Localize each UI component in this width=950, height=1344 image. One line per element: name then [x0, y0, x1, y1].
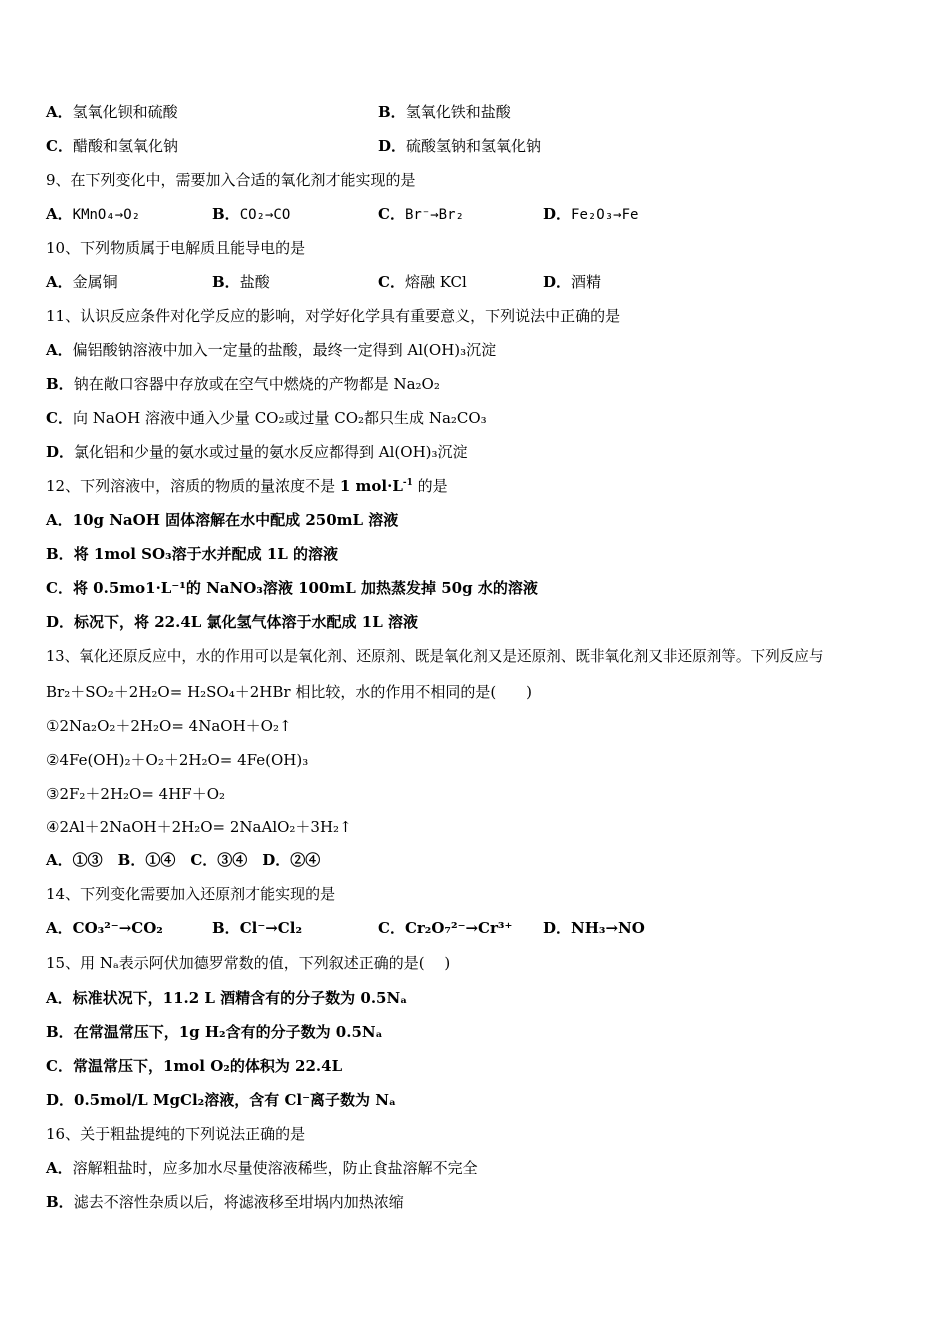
q15-stem: 15、用 Nₐ表示阿伏加德罗常数的值，下列叙述正确的是( ) — [46, 954, 451, 972]
q11-option-a: A．偏铝酸钠溶液中加入一定量的盐酸，最终一定得到 Al(OH)₃沉淀 — [46, 341, 497, 359]
q14-stem: 14、下列变化需要加入还原剂才能实现的是 — [46, 885, 336, 903]
q15-option-c: C．常温常压下，1mol O₂的体积为 22.4L — [46, 1057, 343, 1075]
q10-option-d: D．酒精 — [543, 273, 602, 291]
q15-option-b: B．在常温常压下，1g H₂含有的分子数为 0.5Nₐ — [46, 1023, 383, 1041]
q10-stem: 10、下列物质属于电解质且能导电的是 — [46, 239, 306, 257]
q11-option-d: D．氯化铝和少量的氨水或过量的氨水反应都得到 Al(OH)₃沉淀 — [46, 443, 468, 461]
q11-option-c: C．向 NaOH 溶液中通入少量 CO₂或过量 CO₂都只生成 Na₂CO₃ — [46, 409, 487, 427]
q9-option-b: B．CO₂→CO — [212, 205, 291, 223]
q16-option-a: A．溶解粗盐时，应多加水尽量使溶液稀些，防止食盐溶解不完全 — [46, 1159, 478, 1177]
q16-stem: 16、关于粗盐提纯的下列说法正确的是 — [46, 1125, 306, 1143]
q15-option-a: A．标准状况下，11.2 L 酒精含有的分子数为 0.5Nₐ — [46, 989, 408, 1007]
q10-option-c: C．熔融 KCl — [378, 273, 467, 291]
q14-option-a: A．CO₃²⁻→CO₂ — [46, 919, 163, 937]
q9-option-a: A．KMnO₄→O₂ — [46, 205, 141, 223]
q16-option-b: B．滤去不溶性杂质以后，将滤液移至坩埚内加热浓缩 — [46, 1193, 404, 1211]
q14-option-d: D．NH₃→NO — [543, 919, 645, 937]
q14-option-c: C．Cr₂O₇²⁻→Cr³⁺ — [378, 919, 513, 937]
q13-options: A．①③ B．①④ C．③④ D．②④ — [46, 851, 321, 869]
q10-option-a: A．金属铜 — [46, 273, 118, 291]
q10-option-b: B．盐酸 — [212, 273, 270, 291]
q11-option-b: B．钠在敞口容器中存放或在空气中燃烧的产物都是 Na₂O₂ — [46, 375, 440, 393]
q13-reaction-4: ④2Al＋2NaOH＋2H₂O= 2NaAlO₂＋3H₂↑ — [46, 818, 352, 836]
q14-option-b: B．Cl⁻→Cl₂ — [212, 919, 303, 937]
q8-option-b: B．氢氧化铁和盐酸 — [378, 103, 511, 121]
q13-reaction-2: ②4Fe(OH)₂＋O₂＋2H₂O= 4Fe(OH)₃ — [46, 751, 309, 769]
q13-stem-line1: 13、氧化还原反应中，水的作用可以是氧化剂、还原剂、既是氧化剂又是还原剂、既非氧化剂又非还原剂等。下列反应与 — [46, 648, 824, 665]
q13-reaction-3: ③2F₂＋2H₂O= 4HF＋O₂ — [46, 785, 226, 803]
q13-reaction-1: ①2Na₂O₂＋2H₂O= 4NaOH＋O₂↑ — [46, 717, 292, 735]
q9-option-c: C．Br⁻→Br₂ — [378, 205, 464, 223]
q15-option-d: D．0.5mol/L MgCl₂溶液，含有 Cl⁻离子数为 Nₐ — [46, 1091, 396, 1109]
q12-option-b: B．将 1mol SO₃溶于水并配成 1L 的溶液 — [46, 545, 339, 563]
q8-option-c: C．醋酸和氢氧化钠 — [46, 137, 178, 155]
q13-stem-line2: Br₂＋SO₂＋2H₂O= H₂SO₄＋2HBr 相比较，水的作用不相同的是( ) — [46, 683, 533, 701]
q12-option-d: D．标况下，将 22.4L 氯化氢气体溶于水配成 1L 溶液 — [46, 613, 418, 631]
q9-option-d: D．Fe₂O₃→Fe — [543, 205, 639, 223]
q8-option-d: D．硫酸氢钠和氢氧化钠 — [378, 137, 542, 155]
q12-stem: 12、下列溶液中，溶质的物质的量浓度不是 1 $mol\cdot L^{-1}$ 的是 — [46, 477, 448, 495]
q8-option-a: A．氢氧化钡和硫酸 — [46, 103, 178, 121]
q12-option-c: C．将 0.5mo1·L⁻¹的 NaNO₃溶液 100mL 加热蒸发掉 50g 水的溶液 — [46, 579, 538, 597]
q11-stem: 11、认识反应条件对化学反应的影响，对学好化学具有重要意义，下列说法中正确的是 — [46, 307, 621, 325]
q12-option-a: A．10g NaOH 固体溶解在水中配成 250mL 溶液 — [46, 511, 399, 529]
q9-stem: 9、在下列变化中，需要加入合适的氧化剂才能实现的是 — [46, 171, 416, 189]
